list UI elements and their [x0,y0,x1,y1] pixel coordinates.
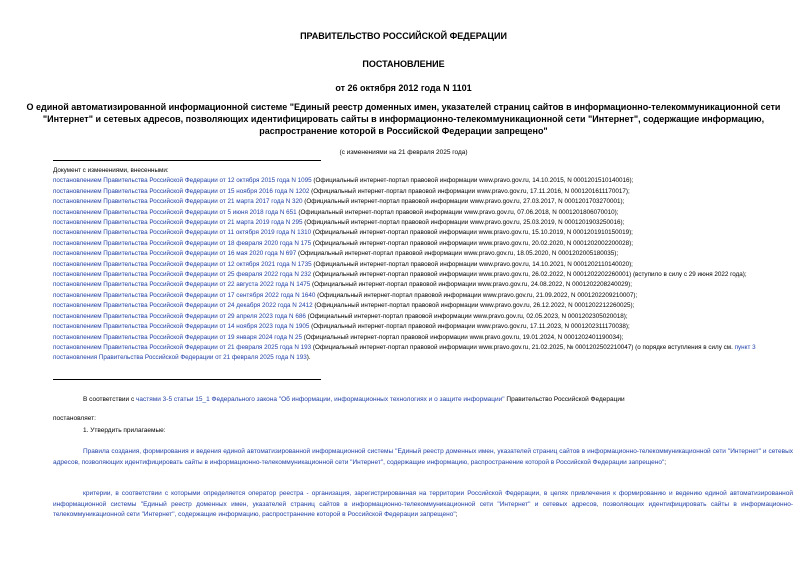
preamble: В соответствии с частями 3-5 статьи 15_1 Федерального закона "Об информации, информационных технологиях и о защите информации" Правительство Российской Федерации [83,396,625,403]
history-intro: Документ с изменениями, внесенными: [53,167,169,174]
amendment-link[interactable]: постановлением Правительства Российской Федерации от 18 февраля 2020 года N 175 [53,239,312,247]
amendment-link[interactable]: постановлением Правительства Российской Федерации от 21 февраля 2025 года N 193 [53,343,312,351]
history-item: постановлением Правительства Российской Федерации от 5 июня 2018 года N 651 (Официальный интернет-портал правовой информации www.pravo.gov.ru, 07.06.2018, N 0001201806070010); [53,208,619,216]
item-1-text: 1. Утвердить прилагаемые: [83,427,166,434]
entry-into-force-link[interactable]: пункт 3 постановления Правительства Российской Федерации от 21 февраля 2025 года N 193 [53,343,756,362]
history-bottom-rule [53,379,321,380]
amendment-link[interactable]: постановлением Правительства Российской Федерации от 15 ноября 2016 года N 1202 [53,187,310,195]
amendment-link[interactable]: постановлением Правительства Российской Федерации от 14 ноября 2023 года N 1905 [53,323,310,331]
amendment-link[interactable]: постановлением Правительства Российской Федерации от 22 августа 2022 года N 1475 [53,281,311,289]
history-item: постановлением Правительства Российской Федерации от 21 февраля 2025 года N 193 (Официальный интернет-портал правовой информации www.pravo.gov.ru, 21.02.2025, № 0001202502210047) (о порядке вступления в силу см. пункт 3 постановления Правительства Российской Федерации от 21 февраля 2025 года N 193). [53,343,756,362]
history-item: постановлением Правительства Российской Федерации от 22 августа 2022 года N 1475 (Официальный интернет-портал правовой информации www.pravo.gov.ru, 24.08.2022, N 0001202208240029); [53,281,633,289]
history-item: постановлением Правительства Российской Федерации от 12 октября 2021 года N 1735 (Официальный интернет-портал правовой информации www.pravo.gov.ru, 14.10.2021, N 0001202110140020); [53,260,633,268]
amendment-link[interactable]: постановлением Правительства Российской Федерации от 19 января 2024 года N 25 [53,333,303,341]
document-date-number: от 26 октября 2012 года N 1101 [335,83,472,93]
history-item: постановлением Правительства Российской Федерации от 16 мая 2020 года N 697 (Официальный интернет-портал правовой информации www.pravo.gov.ru, 18.05.2020, N 0001202005180035); [53,250,619,258]
document-type-heading: ПОСТАНОВЛЕНИЕ [362,59,445,69]
document-title: О единой автоматизированной информационной системе "Единый реестр доменных имен, указателей страниц сайтов в информационно-телекоммуникационной сети "Интернет" и сетевых адресов, позволяющих идентифицировать сайты в информационно-телекоммуникационной сети "Интернет", содержащие информацию, распространение которой в Российской Федерации запрещено" [26,102,781,136]
amendment-link[interactable]: постановлением Правительства Российской Федерации от 16 мая 2020 года N 697 [53,250,297,258]
history-item: постановлением Правительства Российской Федерации от 19 января 2024 года N 25 (Официальный интернет-портал правовой информации www.pravo.gov.ru, 19.01.2024, N 0001202401190034); [53,333,624,341]
amendment-link[interactable]: постановлением Правительства Российской Федерации от 25 февраля 2022 года N 232 [53,271,312,279]
amendment-link[interactable]: постановлением Правительства Российской Федерации от 24 декабря 2022 года N 2412 [53,302,313,310]
amendment-link[interactable]: постановлением Правительства Российской Федерации от 12 октября 2015 года N 1095 [53,177,312,185]
history-item: постановлением Правительства Российской Федерации от 18 февраля 2020 года N 175 (Официальный интернет-портал правовой информации www.pravo.gov.ru, 20.02.2020, N 0001202002200028); [53,239,633,247]
amendment-link[interactable]: постановлением Правительства Российской Федерации от 11 октября 2019 года N 1310 [53,229,312,237]
federal-law-link[interactable]: частями 3-5 статьи 15_1 Федерального закона "Об информации, информационных технологиях и о защите информации" [136,396,505,403]
rules-paragraph: Правила создания, формирования и ведения единой автоматизированной информационной системы "Единый реестр доменных имен, указателей страниц сайтов в информационно-телекоммуникационной сети "Интернет" и сетевых адресов, позволяющих идентифицировать сайты в информационно-телекоммуникационной сети "Интернет", содержащие информацию, распространение которой в Российской Федерации запрещено"; [53,448,793,466]
history-item: постановлением Правительства Российской Федерации от 29 апреля 2023 года N 686 (Официальный интернет-портал правовой информации www.pravo.gov.ru, 02.05.2023, N 0001202305020018); [53,312,628,320]
amendment-link[interactable]: постановлением Правительства Российской Федерации от 21 марта 2017 года N 320 [53,198,303,206]
amendment-link[interactable]: постановлением Правительства Российской Федерации от 5 июня 2018 года N 651 [53,208,297,216]
history-item: постановлением Правительства Российской Федерации от 21 марта 2017 года N 320 (Официальный интернет-портал правовой информации www.pravo.gov.ru, 27.03.2017, N 0001201703270001); [53,198,625,206]
history-item: постановлением Правительства Российской Федерации от 17 сентября 2022 года N 1640 (Официальный интернет-портал правовой информации www.pravo.gov.ru, 21.09.2022, N 0001202209210007); [53,291,638,299]
history-item: постановлением Правительства Российской Федерации от 14 ноября 2023 года N 1905 (Официальный интернет-портал правовой информации www.pravo.gov.ru, 17.11.2023, N 0001202311170038); [53,323,630,331]
amendment-history [53,166,795,364]
decides-text: постановляет: [53,415,96,422]
history-item: постановлением Правительства Российской Федерации от 12 октября 2015 года N 1095 (Официальный интернет-портал правовой информации www.pravo.gov.ru, 14.10.2015, N 0001201510140016); [53,177,634,185]
history-top-rule [53,160,321,161]
amendment-link[interactable]: постановлением Правительства Российской Федерации от 29 апреля 2023 года N 686 [53,312,306,320]
history-item: постановлением Правительства Российской Федерации от 15 ноября 2016 года N 1202 (Официальный интернет-портал правовой информации www.pravo.gov.ru, 17.11.2016, N 0001201611170017); [53,187,630,195]
amendment-link[interactable]: постановлением Правительства Российской Федерации от 17 сентября 2022 года N 1640 [53,291,316,299]
amendment-link[interactable]: постановлением Правительства Российской Федерации от 21 марта 2019 года N 295 [53,219,303,227]
criteria-link[interactable]: критерии, в соответствии с которыми определяется оператор реестра - организация, зарегистрированная на территории Российской Федерации, в целях привлечения к формированию и ведению единой автоматизированной информационной системы "Единый реестр доменных имен, указателей страниц сайтов в информационно-телекоммуникационной сети "Интернет" и сетевых адресов, позволяющих идентифицировать сайты в информационно-телекоммуникационной сети "Интернет", содержащие информацию, распространение которой в Российской Федерации запрещено" [53,490,793,518]
rules-link[interactable]: Правила создания, формирования и ведения единой автоматизированной информационной системы "Единый реестр доменных имен, указателей страниц сайтов в информационно-телекоммуникационной сети "Интернет" и сетевых адресов, позволяющих идентифицировать сайты в информационно-телекоммуникационной сети "Интернет", содержащие информацию, распространение которой в Российской Федерации запрещено" [53,448,793,466]
government-heading: ПРАВИТЕЛЬСТВО РОССИЙСКОЙ ФЕДЕРАЦИИ [300,31,507,41]
history-item: постановлением Правительства Российской Федерации от 25 февраля 2022 года N 232 (Официальный интернет-портал правовой информации www.pravo.gov.ru, 26.02.2022, N 0001202202260001) (вступило в силу с 29 июня 2022 года); [53,271,747,279]
criteria-paragraph: критерии, в соответствии с которыми определяется оператор реестра - организация, зарегистрированная на территории Российской Федерации, в целях привлечения к формированию и ведению единой автоматизированной информационной системы "Единый реестр доменных имен, указателей страниц сайтов в информационно-телекоммуникационной сети "Интернет" и сетевых адресов, позволяющих идентифицировать сайты в информационно-телекоммуникационной сети "Интернет", содержащие информацию, распространение которой в Российской Федерации запрещено"; [53,490,793,518]
history-item: постановлением Правительства Российской Федерации от 24 декабря 2022 года N 2412 (Официальный интернет-портал правовой информации www.pravo.gov.ru, 26.12.2022, N 0001202212260025); [53,302,635,310]
history-item: постановлением Правительства Российской Федерации от 21 марта 2019 года N 295 (Официальный интернет-портал правовой информации www.pravo.gov.ru, 25.03.2019, N 0001201903250016); [53,219,625,227]
history-item: постановлением Правительства Российской Федерации от 11 октября 2019 года N 1310 (Официальный интернет-портал правовой информации www.pravo.gov.ru, 15.10.2019, N 0001201910150019); [53,229,633,237]
amendment-link[interactable]: постановлением Правительства Российской Федерации от 12 октября 2021 года N 1735 [53,260,312,268]
changes-note: (с изменениями на 21 февраля 2025 года) [339,149,468,156]
